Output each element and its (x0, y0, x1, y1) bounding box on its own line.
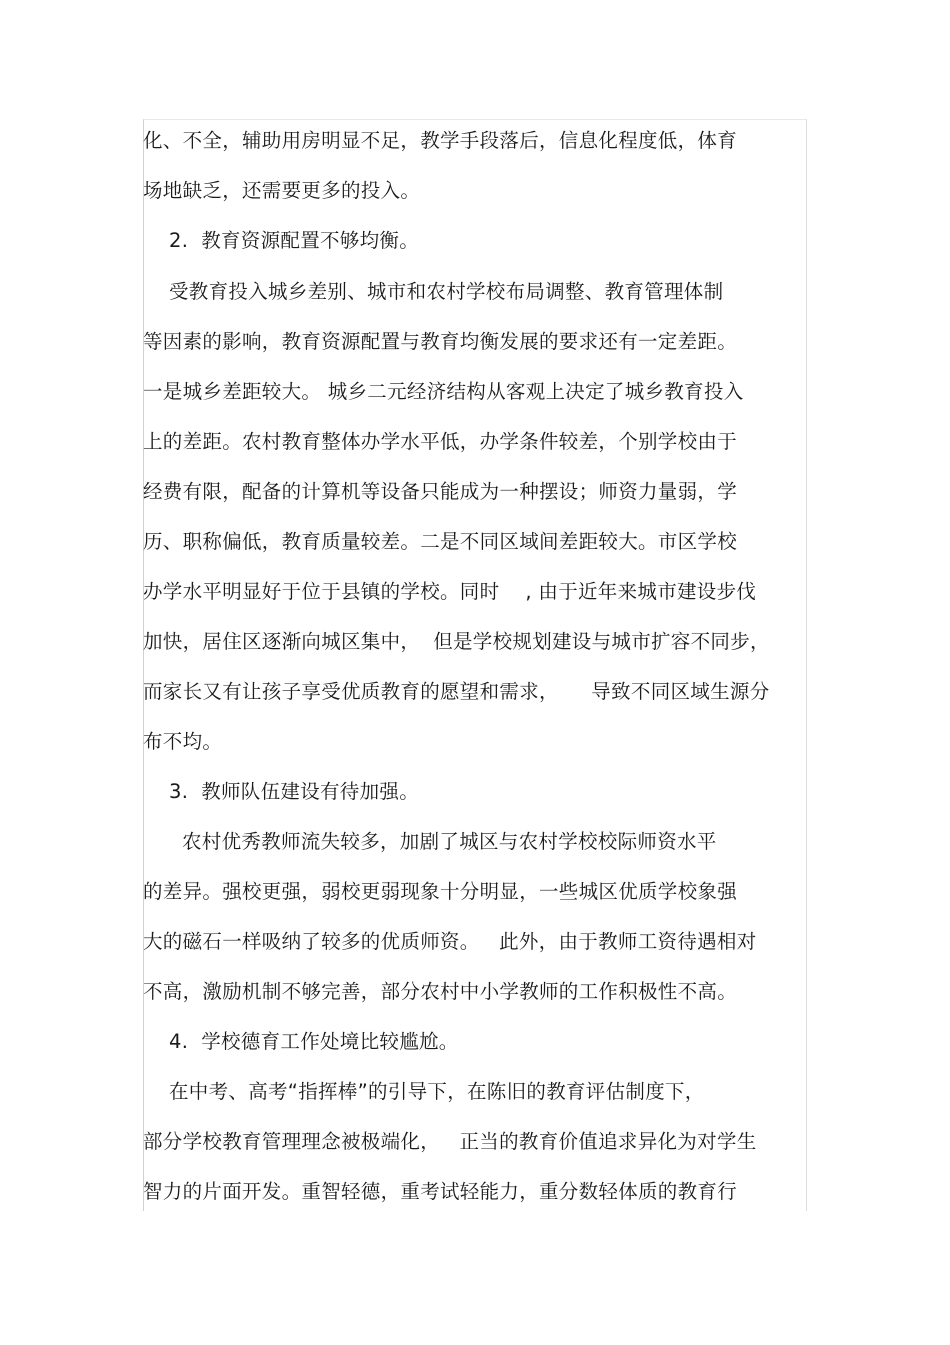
text-line: 历、职称偏低，教育质量较差。二是不同区域间差距较大。市区学校 (143, 530, 738, 553)
text-line: 不高，激励机制不够完善，部分农村中小学教师的工作积极性不高。 (143, 980, 738, 1003)
text-line: 在中考、高考“指挥棒”的引导下，在陈旧的教育评估制度下， (143, 1080, 705, 1103)
section-heading: 4. 学校德育工作处境比较尴尬。 (143, 1030, 459, 1053)
text-line: 上的差距。农村教育整体办学水平低，办学条件较差，个别学校由于 (143, 430, 738, 453)
text-line: 农村优秀教师流失较多，加剧了城区与农村学校校际师资水平 (143, 830, 717, 853)
text-line: 化、不全，辅助用房明显不足，教学手段落后，信息化程度低，体育 (143, 129, 738, 152)
text-line: 办学水平明显好于位于县镇的学校。同时 , 由于近年来城市建设步伐 (143, 580, 757, 603)
text-line: 场地缺乏，还需要更多的投入。 (143, 179, 421, 202)
text-line: 而家长又有让孩子享受优质教育的愿望和需求， 导致不同区域生源分 (143, 680, 770, 703)
text-line: 加快，居住区逐渐向城区集中， 但是学校规划建设与城市扩容不同步， (143, 630, 770, 653)
text-line: 大的磁石一样吸纳了较多的优质师资。 此外，由于教师工资待遇相对 (143, 930, 757, 953)
text-line: 一是城乡差距较大。 城乡二元经济结构从客观上决定了城乡教育投入 (143, 380, 744, 403)
text-line: 受教育投入城乡差别、城市和农村学校布局调整、教育管理体制 (143, 280, 724, 303)
section-heading: 2. 教育资源配置不够均衡。 (143, 229, 419, 252)
text-line: 部分学校教育管理理念被极端化， 正当的教育价值追求异化为对学生 (143, 1130, 757, 1153)
text-line: 智力的片面开发。重智轻德，重考试轻能力，重分数轻体质的教育行 (143, 1180, 738, 1203)
text-line: 经费有限，配备的计算机等设备只能成为一种摆设；师资力量弱，学 (143, 480, 738, 503)
text-line: 的差异。强校更强，弱校更弱现象十分明显，一些城区优质学校象强 (143, 880, 738, 903)
text-line: 布不均。 (143, 730, 223, 753)
section-heading: 3. 教师队伍建设有待加强。 (143, 780, 419, 803)
text-line: 等因素的影响，教育资源配置与教育均衡发展的要求还有一定差距。 (143, 330, 738, 353)
